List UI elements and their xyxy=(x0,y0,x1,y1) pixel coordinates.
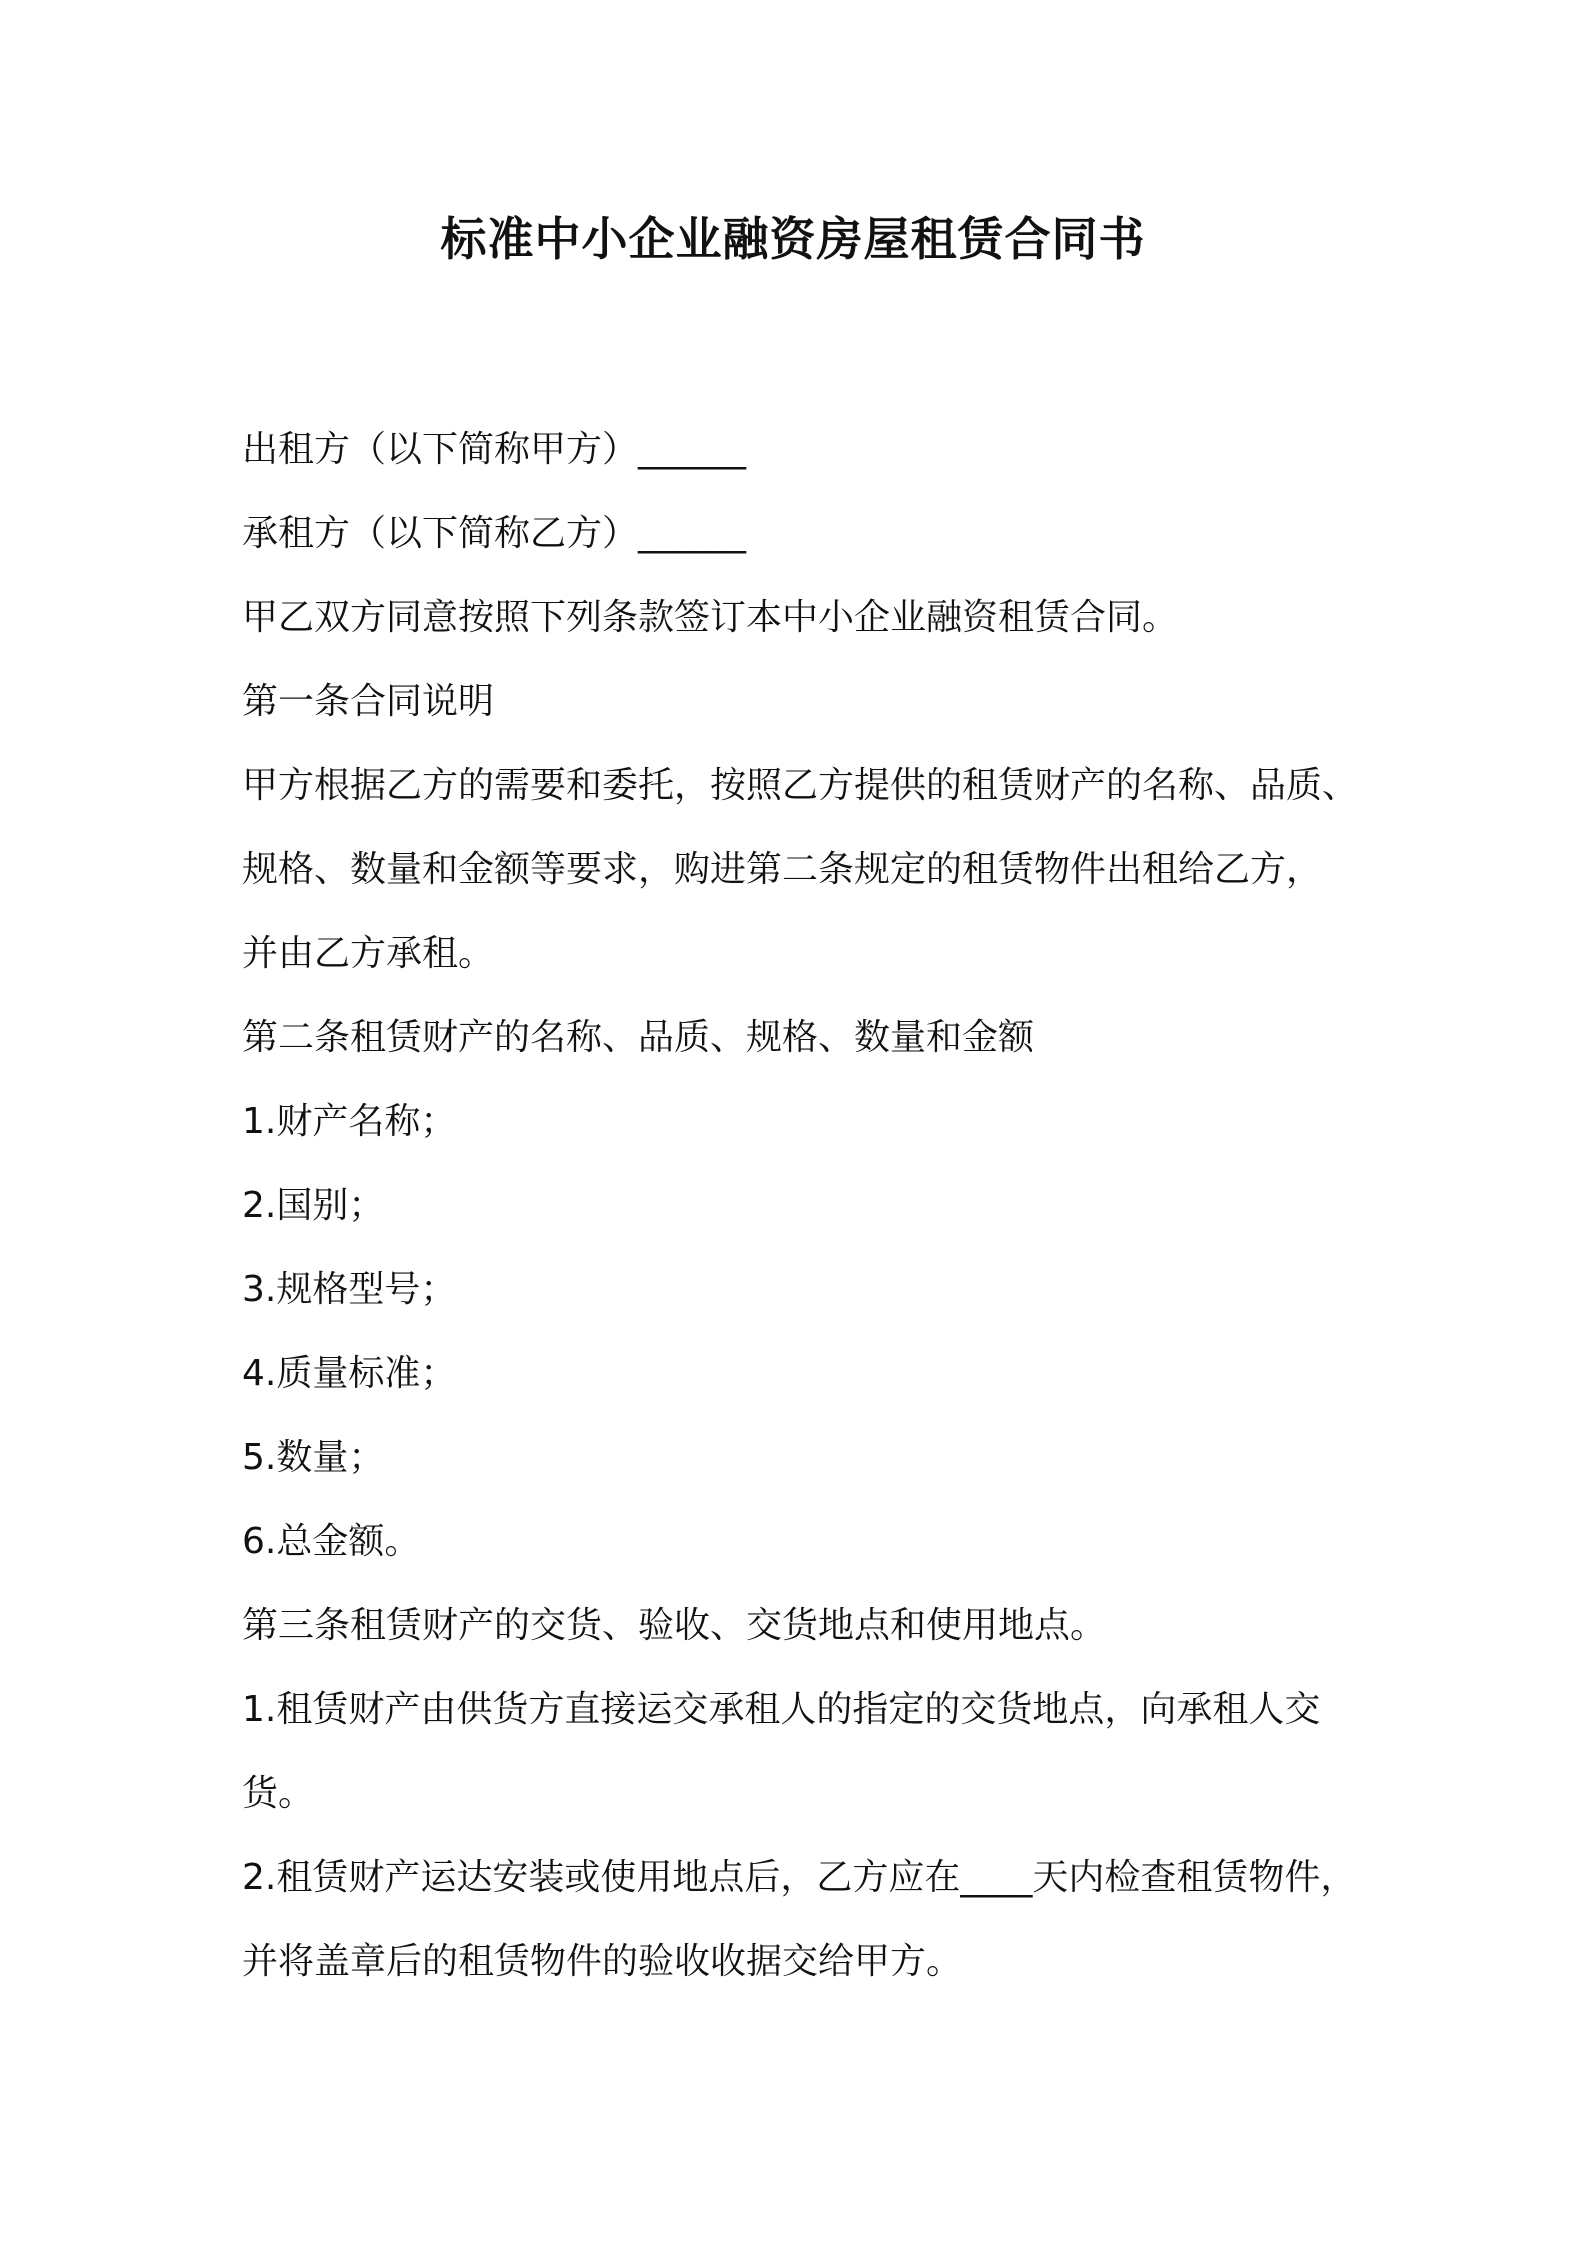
article-1-text: 规格、数量和金额等要求，购进第二条规定的租赁物件出租给乙方， xyxy=(242,849,1323,890)
document-title: 标准中小企业融资房屋租赁合同书 xyxy=(440,212,1146,266)
lessee-line: 承租方（以下简称乙方）______ xyxy=(242,513,747,554)
article-3-text: 2.租赁财产运达安装或使用地点后，乙方应在____天内检查租赁物件， xyxy=(242,1857,1357,1898)
article-3-heading: 第三条租赁财产的交货、验收、交货地点和使用地点。 xyxy=(242,1605,1107,1646)
list-item: 5.数量； xyxy=(242,1437,385,1478)
lessor-line: 出租方（以下简称甲方）______ xyxy=(242,429,747,470)
article-3-text: 货。 xyxy=(242,1773,315,1814)
article-2-heading: 第二条租赁财产的名称、品质、规格、数量和金额 xyxy=(242,1017,1035,1058)
list-item: 2.国别； xyxy=(242,1185,385,1226)
list-item: 6.总金额。 xyxy=(242,1521,421,1562)
document-body xyxy=(242,408,1372,2004)
list-item: 4.质量标准； xyxy=(242,1353,457,1394)
article-1-heading: 第一条合同说明 xyxy=(242,681,495,722)
article-3-text: 1.租赁财产由供货方直接运交承租人的指定的交货地点，向承租人交 xyxy=(242,1689,1321,1730)
article-1-text: 甲方根据乙方的需要和委托，按照乙方提供的租赁财产的名称、品质、 xyxy=(242,765,1359,806)
agreement-intro: 甲乙双方同意按照下列条款签订本中小企业融资租赁合同。 xyxy=(242,597,1179,638)
list-item: 3.规格型号； xyxy=(242,1269,457,1310)
article-3-text: 并将盖章后的租赁物件的验收收据交给甲方。 xyxy=(242,1941,963,1982)
article-1-text: 并由乙方承租。 xyxy=(242,933,495,974)
list-item: 1.财产名称； xyxy=(242,1101,457,1142)
